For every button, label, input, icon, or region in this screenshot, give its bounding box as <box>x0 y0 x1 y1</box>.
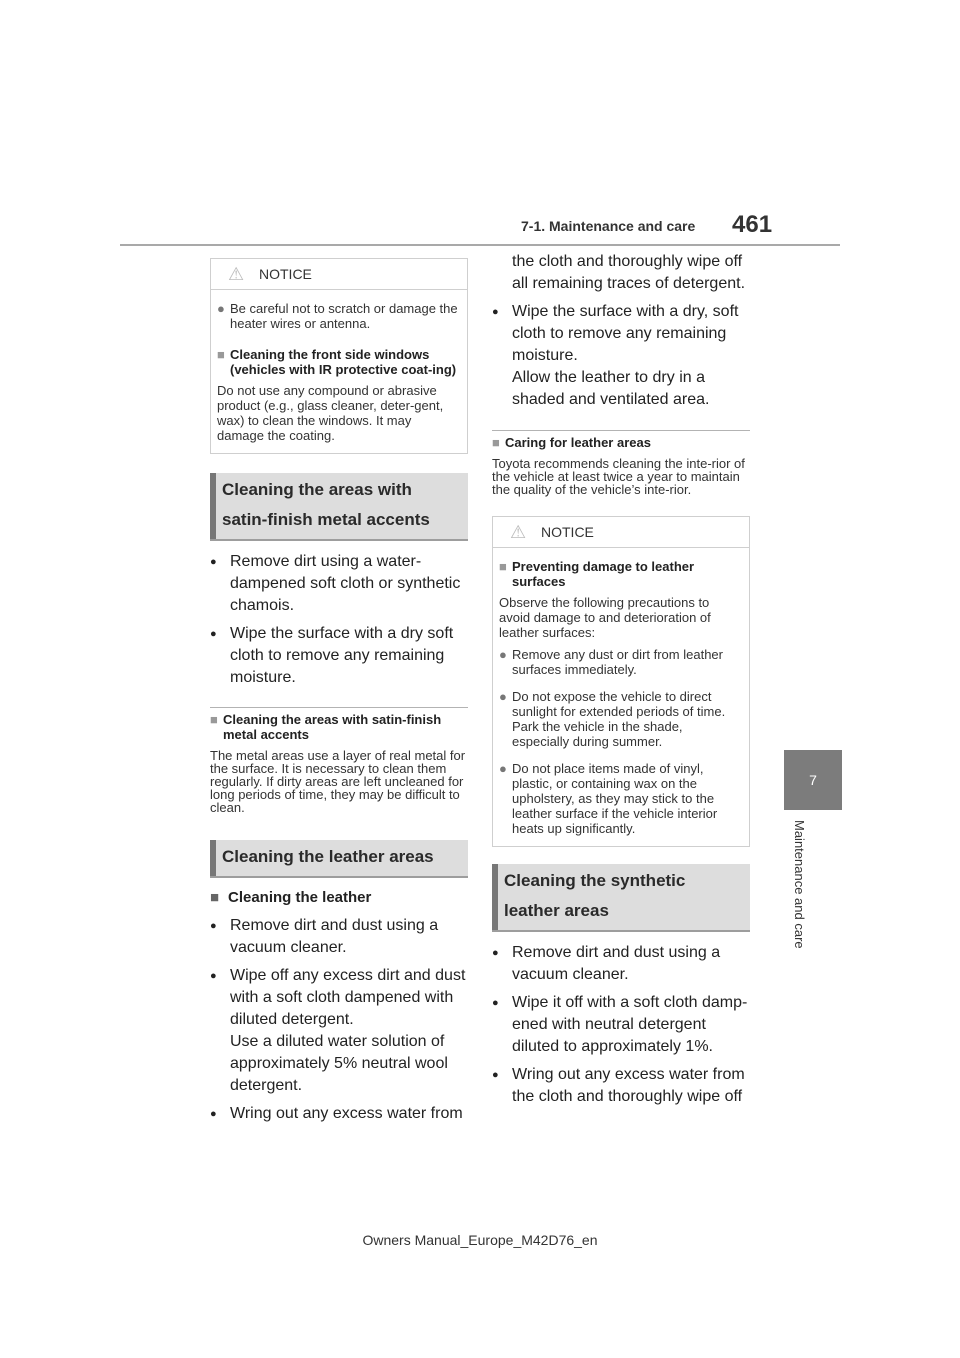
bullet-list <box>492 942 750 1108</box>
list-item: ● Wipe off any excess dirt and dust with a soft cloth dampened with diluted detergent. <box>210 965 468 1031</box>
notice-item: ● Remove any dust or dirt from leather surfaces immediately. <box>499 647 723 677</box>
notice-box <box>210 258 468 454</box>
list-item: ● Wipe it off with a soft cloth damp-ened with neutral detergent diluted to approximately 1%. <box>492 992 750 1058</box>
bullet-dot-icon: ● <box>217 301 225 316</box>
notice-item: ● Be careful not to scratch or damage the heater wires or antenna. <box>217 301 458 331</box>
bullet-dot-icon: ● <box>492 947 499 959</box>
section-heading: Cleaning the synthetic leather areas <box>492 864 750 932</box>
bullet-list <box>210 915 468 1125</box>
subheading: ■ Cleaning the leather <box>210 889 372 906</box>
bullet-dot-icon: ● <box>492 997 499 1009</box>
right-column <box>492 251 750 1108</box>
bullet-dot-icon: ● <box>499 647 507 662</box>
section-title: 7-1. Maintenance and care <box>521 218 696 234</box>
list-item: ● Wipe the surface with a dry soft cloth to remove any remaining moisture. <box>210 623 468 689</box>
section-heading: Cleaning the leather areas <box>210 840 468 878</box>
notice-box <box>492 516 750 847</box>
warning-triangle-icon: ⚠ <box>510 522 527 542</box>
bullet-dot-icon: ● <box>210 1108 217 1120</box>
notice-header <box>493 517 749 548</box>
notice-subheading: ■ Preventing damage to leather surfaces <box>499 559 695 589</box>
list-item: ● Wring out any excess water from the cloth and thoroughly wipe off <box>492 1064 750 1108</box>
bullet-dot-icon: ● <box>210 628 217 640</box>
bullet-dot-icon: ● <box>492 1069 499 1081</box>
notice-item: ● Do not place items made of vinyl, plastic, or containing wax on the upholstery, as they may stick to the leather surface if the vehicle interior heats up significantly. <box>499 761 718 836</box>
bullet-dot-icon: ● <box>210 556 217 568</box>
list-item: ● Remove dirt and dust using a vacuum cleaner. <box>210 915 468 959</box>
page-number: 461 <box>732 211 773 238</box>
left-column <box>210 258 468 1125</box>
notice-body <box>211 290 467 453</box>
square-bullet-icon: ■ <box>492 435 500 450</box>
paragraph: Toyota recommends cleaning the inte-rior of the vehicle at least twice a year to maintain the quality of the vehicle’s inte-rior. <box>492 456 745 497</box>
paragraph: The metal areas use a layer of real metal for the surface. It is necessary to clean them regularly. If dirty areas are left uncleaned for long periods of time, they may be difficult to clean. <box>210 748 466 815</box>
chapter-number: 7 <box>809 772 817 788</box>
list-item: ● Remove dirt and dust using a vacuum cleaner. <box>492 942 750 986</box>
warning-triangle-icon: ⚠ <box>228 264 245 284</box>
list-item: ● Wipe the surface with a dry, soft cloth to remove any remaining moisture. <box>492 301 750 367</box>
list-item: ● Remove dirt using a water-dampened soft cloth or synthetic chamois. <box>210 551 468 617</box>
list-item-continuation: Use a diluted water solution of approximately 5% neutral wool detergent. <box>230 1033 448 1094</box>
notice-subheading: ■ Cleaning the front side windows (vehicles with IR protective coat-ing) <box>217 347 457 377</box>
square-bullet-icon: ■ <box>210 889 220 906</box>
paragraph-continuation: the cloth and thoroughly wipe off all remaining traces of detergent. <box>512 253 746 292</box>
chapter-tab <box>784 750 842 810</box>
notice-body <box>493 548 749 846</box>
bullet-dot-icon: ● <box>499 761 507 776</box>
subheading: ■ Cleaning the areas with satin-finish metal accents <box>210 712 442 742</box>
divider <box>492 430 750 431</box>
square-bullet-icon: ■ <box>210 712 218 727</box>
header-divider <box>120 244 840 246</box>
notice-item: ● Do not expose the vehicle to direct sunlight for extended periods of time. Park the vehicle in the shade, especially during summer. <box>499 689 726 749</box>
document-footer: Owners Manual_Europe_M42D76_en <box>362 1232 598 1248</box>
list-item-continuation: Allow the leather to dry in a shaded and ventilated area. <box>512 369 710 408</box>
bullet-list <box>210 551 468 689</box>
bullet-dot-icon: ● <box>499 689 507 704</box>
divider <box>210 707 468 708</box>
square-bullet-icon: ■ <box>499 559 507 574</box>
notice-text: Do not use any compound or abrasive product (e.g., glass cleaner, deter-gent, wax) to clean the windows. It may damage the coating. <box>217 383 444 443</box>
bullet-dot-icon: ● <box>210 970 217 982</box>
section-heading: Cleaning the areas with satin-finish metal accents <box>210 473 468 541</box>
subheading: ■ Caring for leather areas <box>492 435 651 450</box>
bullet-dot-icon: ● <box>492 306 499 318</box>
notice-header <box>211 259 467 290</box>
square-bullet-icon: ■ <box>217 347 225 362</box>
notice-title: NOTICE <box>259 266 312 282</box>
list-item: ● Wring out any excess water from <box>210 1103 468 1125</box>
chapter-tab-label: Maintenance and care <box>792 820 807 949</box>
notice-title: NOTICE <box>541 524 594 540</box>
bullet-dot-icon: ● <box>210 920 217 932</box>
notice-text: Observe the following precautions to avoid damage to and deterioration of leather surfaces: <box>499 595 711 640</box>
